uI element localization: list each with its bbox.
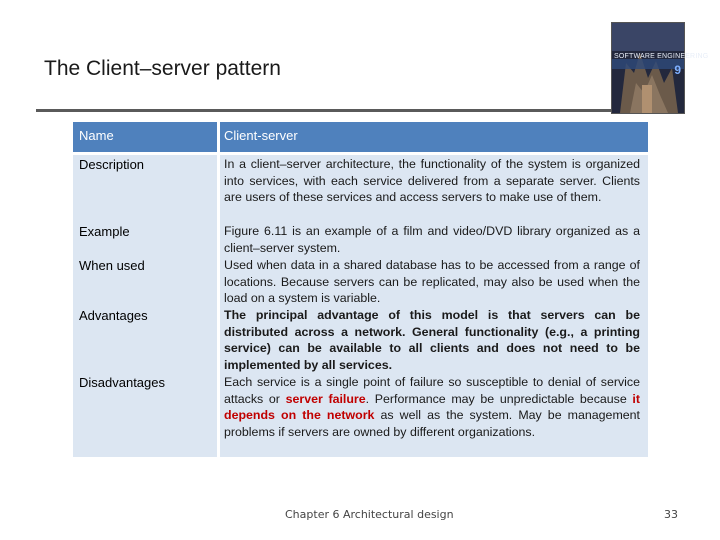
book-cover-image <box>611 22 709 114</box>
header-value: Client-server <box>224 128 298 143</box>
row-label-example: Example <box>79 224 130 239</box>
disadv-highlight-server-failure: server failure <box>285 391 366 406</box>
header-separator <box>73 152 648 155</box>
row-label-when-used: When used <box>79 258 145 273</box>
book-cover-art <box>612 23 709 113</box>
disadv-text-c: . Performance may be unpredictable because <box>365 391 633 406</box>
row-label-description: Description <box>79 157 145 172</box>
slide-title: The Client–server pattern <box>44 57 281 80</box>
row-text-when-used: Used when data in a shared database has to be accessed from a range of locations. Because servers can be replicated, may also be used when the load on a system is variable. <box>224 258 640 306</box>
row-text-example: Figure 6.11 is an example of a film and video/DVD library organized as a client–server system. <box>224 224 640 255</box>
table-header <box>73 122 648 152</box>
cover-edition: 9 <box>674 63 681 77</box>
disadv-highlight-network: it depends on the network <box>224 391 640 423</box>
cover-title: SOFTWARE ENGINEERING <box>614 53 709 60</box>
row-text-disadvantages <box>224 374 640 440</box>
row-text-advantages: The principal advantage of this model is that servers can be distributed across a network. General functionality (e.g., a printing service) can be available to all clients and does not need to be implemented by all services. <box>224 308 640 372</box>
page-number: 33 <box>664 508 678 521</box>
row-label-disadvantages: Disadvantages <box>79 375 165 390</box>
disadv-text-e: as well as the system. May be management problems if servers are owned by different organizations. <box>224 408 640 439</box>
row-text-description: In a client–server architecture, the functionality of the system is organized into services, with each service delivered from a separate server. Clients are users of these services and access servers to make use of them. <box>224 157 640 205</box>
title-underline <box>36 109 683 112</box>
row-label-advantages: Advantages <box>79 308 148 323</box>
column-divider <box>217 122 220 457</box>
disadv-text-a: Each service is a single point of failure so susceptible to denial of service attacks or <box>224 375 640 406</box>
header-name-label: Name <box>79 128 114 143</box>
slide-footer: Chapter 6 Architectural design <box>285 508 454 521</box>
